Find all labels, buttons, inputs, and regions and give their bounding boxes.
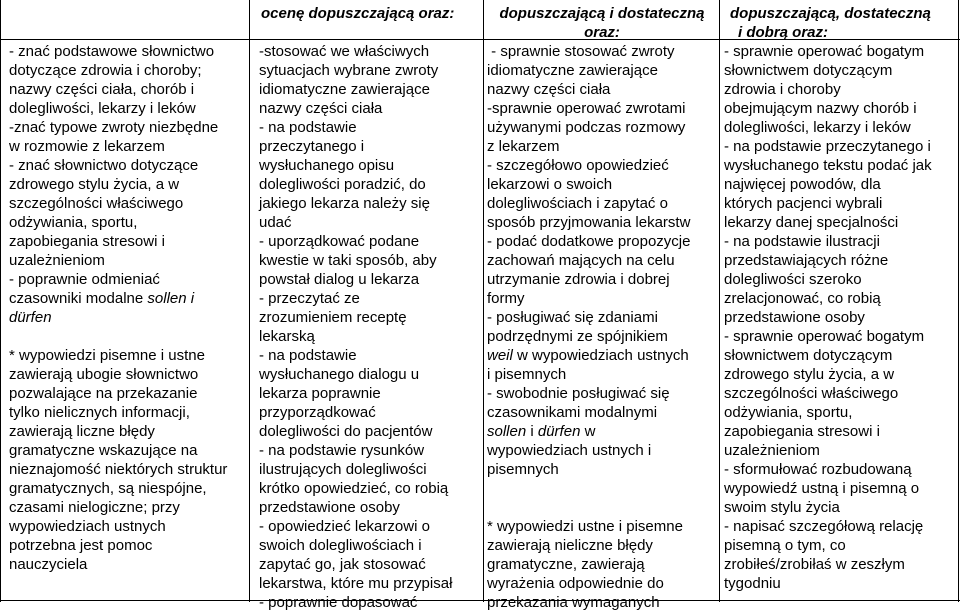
text-line: używanymi podczas rozmowy [487, 119, 686, 136]
text-line: -znać typowe zwroty niezbędne [9, 119, 219, 136]
text-line: nazwy części ciała, chorób i [9, 81, 195, 98]
column-2-body [259, 39, 481, 612]
text-line: pisemną o tym, co [724, 537, 846, 554]
text-line: wysłuchanego tekstu podać jak [724, 157, 932, 174]
text-line: - znać podstawowe słownictwo [9, 43, 215, 60]
text-line: zrelacjonować, co robią [724, 290, 881, 307]
text-line: lekarską [259, 328, 315, 345]
text-line: słownictwem dotyczącym [724, 347, 893, 364]
text-line: szczególności właściwego [9, 195, 184, 212]
text-line: - na podstawie rysunków [259, 442, 425, 459]
text-line: odżywiania, sportu, [9, 214, 138, 231]
text-line: lekarstwa, które mu przypisał [259, 575, 453, 592]
text-line: czasownikami modalnymi [487, 404, 658, 421]
table-border-left [0, 0, 1, 602]
italic-term: dürfen [9, 309, 52, 326]
text-line: wysłuchanego opisu [259, 157, 395, 174]
column-4-body [724, 39, 958, 593]
text-line: - sprawnie stosować zwroty [487, 43, 675, 60]
text-line: - sprawnie operować bogatym [724, 328, 925, 345]
column-4-header-line: i dobrą oraz: [738, 24, 829, 41]
text-line: dolegliwości szeroko [724, 271, 862, 288]
table-divider-3 [719, 0, 720, 602]
text-line: lekarzy danej specjalności [724, 214, 899, 231]
text-line: zachowań mających na celu [487, 252, 675, 269]
text-line: - poprawnie odmieniać [9, 271, 160, 288]
text-fragment: w wypowiedziach ustnych [512, 347, 689, 364]
text-line: zdrowego stylu życia, a w [724, 366, 895, 383]
text-line: przyporządkować [259, 404, 376, 421]
column-3-body [487, 39, 717, 612]
text-line: nazwy części ciała [487, 81, 611, 98]
text-line: udać [259, 214, 292, 231]
text-line: nieznajomość niektórych struktur [9, 461, 228, 478]
text-line: kwestie w taki sposób, aby [259, 252, 437, 269]
text-line: lekarzowi o swoich [487, 176, 613, 193]
text-line: dolegliwości, lekarzy i leków [9, 100, 196, 117]
text-line: idiomatyczne zawierające [487, 62, 658, 79]
table-divider-2 [483, 0, 484, 602]
text-fragment: i [526, 423, 538, 440]
column-1 [9, 0, 247, 574]
blank-line [487, 479, 717, 498]
italic-term: dürfen [537, 423, 581, 440]
text-line: * wypowiedzi pisemne i ustne [9, 347, 205, 364]
text-line: gramatycznych, są niespójne, [9, 480, 207, 497]
text-line: dolegliwości, lekarzy i leków [724, 119, 911, 136]
text-line: zapobiegania stresowi i [9, 233, 165, 250]
italic-term: sollen [487, 423, 527, 440]
text-line [9, 289, 247, 308]
text-fragment: czasowniki modalne [9, 290, 148, 307]
text-line [487, 422, 717, 441]
text-line: nazwy części ciała [259, 100, 383, 117]
text-line: szczególności właściwego [724, 385, 899, 402]
column-4 [724, 0, 958, 593]
text-line: zapobiegania stresowi i [724, 423, 880, 440]
text-line: zdrowia i choroby [724, 81, 841, 98]
text-line: zrobiłeś/zrobiłaś w zeszłym [724, 556, 905, 573]
table-divider-1 [249, 0, 250, 602]
text-fragment: w [580, 423, 596, 440]
text-line: dotyczące zdrowia i choroby; [9, 62, 202, 79]
text-line: - poprawnie dopasować [259, 594, 418, 611]
text-line: - napisać szczegółową relację [724, 518, 924, 535]
italic-term: weil [487, 347, 513, 364]
text-line: przeczytanego i [259, 138, 365, 155]
text-line: utrzymanie zdrowia i dobrej [487, 271, 670, 288]
text-line: krótko opowiedzieć, co robią [259, 480, 449, 497]
column-1-body [9, 39, 247, 574]
column-2-header [259, 0, 481, 39]
text-line: gramatyczne wskazujące na [9, 442, 198, 459]
text-line: wyrażenia odpowiednie do [487, 575, 664, 592]
text-line: -stosować we właściwych [259, 43, 430, 60]
text-line: - znać słownictwo dotyczące [9, 157, 199, 174]
text-line: - sformułować rozbudowaną [724, 461, 912, 478]
text-line: formy [487, 290, 525, 307]
text-line: - podać dodatkowe propozycje [487, 233, 691, 250]
text-line: - posługiwać się zdaniami [487, 309, 658, 326]
text-line: i pisemnych [487, 366, 567, 383]
text-line: przedstawione osoby [724, 309, 865, 326]
text-line: -sprawnie operować zwrotami [487, 100, 686, 117]
text-line: przedstawione osoby [259, 499, 400, 516]
text-line: sposób przyjmowania lekarstw [487, 214, 691, 231]
text-line: zawierają ubogie słownictwo [9, 366, 199, 383]
text-line [487, 346, 717, 365]
text-line: idiomatyczne zawierające [259, 81, 430, 98]
text-line: wypowiedziach ustnych i [487, 442, 652, 459]
text-line: tylko nielicznych informacji, [9, 404, 190, 421]
column-3 [487, 0, 717, 612]
text-line: przekazania wymaganych [487, 594, 660, 611]
text-line: czasami nielogiczne; przy [9, 499, 180, 516]
text-line: wypowiedź ustną i pisemną o [724, 480, 920, 497]
text-line: powstał dialog u lekarza [259, 271, 420, 288]
text-line: obejmującym nazwy chorób i [724, 100, 917, 117]
text-line: w rozmowie z lekarzem [9, 138, 165, 155]
column-3-header-line: dopuszczającą i dostateczną [499, 5, 705, 22]
text-line: dolegliwości poradzić, do [259, 176, 426, 193]
column-3-header [487, 0, 717, 39]
blank-line [9, 327, 247, 346]
column-4-header [724, 0, 958, 39]
text-line: swoich dolegliwościach i [259, 537, 422, 554]
text-line: odżywiania, sportu, [724, 404, 853, 421]
text-line: słownictwem dotyczącym [724, 62, 893, 79]
text-line: - szczegółowo opowiedzieć [487, 157, 669, 174]
text-line: zawierają nieliczne błędy [487, 537, 653, 554]
text-line: których pacjenci wybrali [724, 195, 883, 212]
column-2-header-text: ocenę dopuszczającą oraz: [261, 5, 455, 22]
blank-line [487, 498, 717, 517]
text-line: podrzędnymi ze spójnikiem [487, 328, 668, 345]
text-line: - sprawnie operować bogatym [724, 43, 925, 60]
italic-term: sollen i [147, 290, 195, 307]
text-line: ilustrujących dolegliwości [259, 461, 427, 478]
text-line: nauczyciela [9, 556, 88, 573]
text-line: uzależnieniom [724, 442, 820, 459]
text-line: lekarza poprawnie [259, 385, 381, 402]
text-line: - swobodnie posługiwać się [487, 385, 670, 402]
text-line: z lekarzem [487, 138, 560, 155]
text-line: zapytać go, jak stosować [259, 556, 426, 573]
text-line: swoim stylu życia [724, 499, 840, 516]
text-line: - na podstawie przeczytanego i [724, 138, 931, 155]
text-line: zawierają liczne błędy [9, 423, 155, 440]
text-line: uzależnieniom [9, 252, 105, 269]
column-3-header-line: oraz: [584, 24, 620, 41]
text-line: przedstawiających różne [724, 252, 889, 269]
text-line: pisemnych [487, 461, 559, 478]
text-line: gramatyczne, zawierają [487, 556, 645, 573]
text-line: potrzebna jest pomoc [9, 537, 153, 554]
text-line: jakiego lekarza należy się [259, 195, 430, 212]
table-border-right [958, 0, 959, 602]
text-line: pozwalające na przekazanie [9, 385, 198, 402]
text-line: wysłuchanego dialogu u [259, 366, 420, 383]
text-line: - opowiedzieć lekarzowi o [259, 518, 430, 535]
text-line: - przeczytać ze [259, 290, 360, 307]
text-line: - uporządkować podane [259, 233, 420, 250]
text-line: wypowiedziach ustnych [9, 518, 166, 535]
text-line: - na podstawie ilustracji [724, 233, 880, 250]
column-4-header-line: dopuszczającą, dostateczną [730, 5, 931, 22]
column-1-header [9, 0, 247, 39]
text-line: zrozumieniem receptę [259, 309, 407, 326]
text-line: sytuacjach wybrane zwroty [259, 62, 439, 79]
text-line: najwięcej powodów, dla [724, 176, 881, 193]
text-line: dolegliwościach i zapytać o [487, 195, 668, 212]
text-line: zdrowego stylu życia, a w [9, 176, 180, 193]
text-line: - na podstawie [259, 347, 357, 364]
text-line: dolegliwości do pacjentów [259, 423, 433, 440]
text-line: - na podstawie [259, 119, 357, 136]
column-2 [259, 0, 481, 612]
text-line: tygodniu [724, 575, 781, 592]
text-line: * wypowiedzi ustne i pisemne [487, 518, 683, 535]
